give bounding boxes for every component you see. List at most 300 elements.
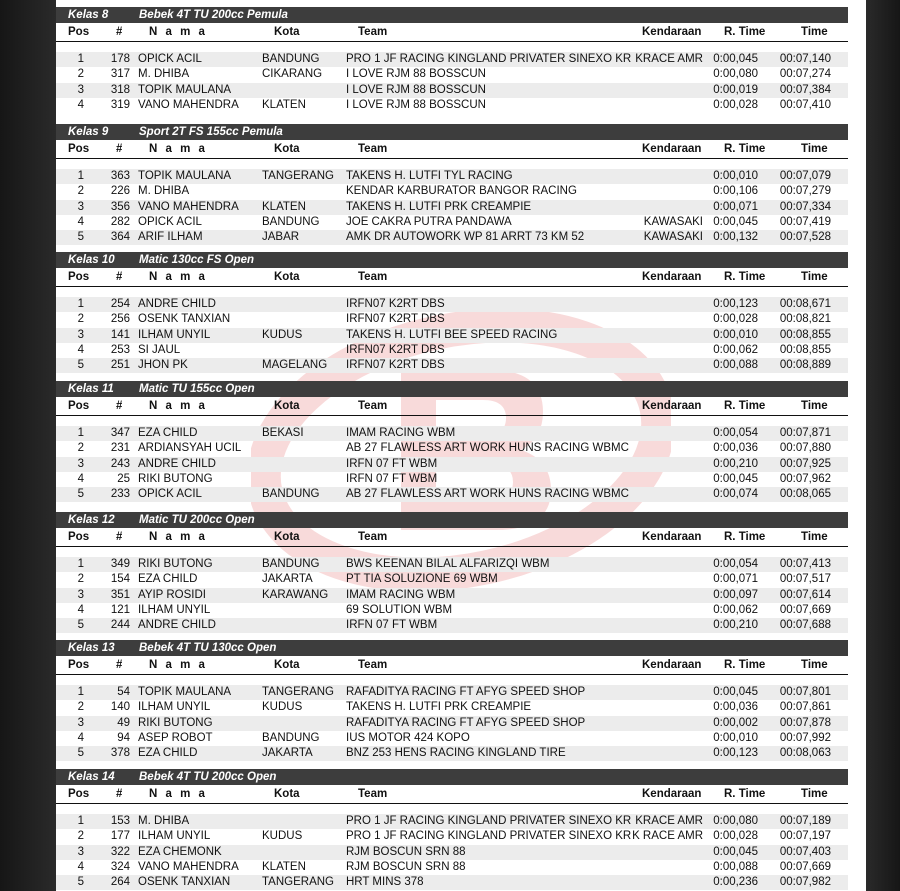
cell-rtime: 0:00,036 <box>713 701 758 714</box>
result-rows <box>56 169 848 245</box>
table-row <box>56 230 848 245</box>
class-number: Kelas 8 <box>68 9 109 21</box>
cell-number: 140 <box>110 701 130 714</box>
cell-rtime: 0:00,002 <box>713 716 758 729</box>
cell-pos: 3 <box>77 200 84 213</box>
cell-time: 00:07,403 <box>779 845 831 858</box>
result-rows <box>56 557 848 633</box>
cell-nama: VANO MAHENDRA <box>138 860 239 873</box>
cell-pos: 2 <box>77 573 84 586</box>
cell-pos: 1 <box>77 53 84 65</box>
cell-time: 00:07,688 <box>779 619 831 632</box>
cell-number: 251 <box>110 359 130 372</box>
column-headers <box>56 398 848 415</box>
table-row <box>56 457 848 472</box>
cell-rtime: 0:00,028 <box>713 98 758 111</box>
cell-pos: 2 <box>77 830 84 843</box>
table-row <box>56 328 848 343</box>
cell-pos: 1 <box>77 170 84 182</box>
table-row <box>56 200 848 215</box>
cell-number: 254 <box>110 298 130 310</box>
cell-nama: OPICK ACIL <box>138 215 202 228</box>
cell-time: 00:08,821 <box>779 313 831 326</box>
cell-rtime: 0:00,062 <box>713 343 758 356</box>
cell-pos: 3 <box>77 716 84 729</box>
class-header-bar <box>56 512 848 528</box>
cell-number: 318 <box>110 83 130 96</box>
col-kota-header: Kota <box>274 271 300 283</box>
cell-team: JOE CAKRA PUTRA PANDAWA <box>346 215 512 228</box>
class-name: Bebek 4T TU 200cc Pemula <box>139 9 288 21</box>
cell-number: 253 <box>110 343 130 356</box>
cell-pos: 1 <box>77 686 84 698</box>
cell-rtime: 0:00,036 <box>713 442 758 455</box>
table-row <box>56 618 848 633</box>
col-kendaraan-header: Kendaraan <box>642 531 702 543</box>
cell-pos: 2 <box>77 313 84 326</box>
cell-rtime: 0:00,054 <box>713 427 758 439</box>
table-row <box>56 67 848 82</box>
col-nama-header: N a m a <box>149 271 208 283</box>
cell-pos: 5 <box>77 359 84 372</box>
cell-kota: TANGERANG <box>262 170 334 182</box>
cell-number: 256 <box>110 313 130 326</box>
col-time-header: Time <box>801 659 828 671</box>
class-header-bar <box>56 769 848 785</box>
cell-rtime: 0:00,045 <box>713 215 758 228</box>
cell-rtime: 0:00,080 <box>713 815 758 827</box>
cell-time: 00:07,410 <box>779 98 831 111</box>
col-kota-header: Kota <box>274 659 300 671</box>
cell-team: IUS MOTOR 424 KOPO <box>346 731 470 744</box>
cell-rtime: 0:00,106 <box>713 185 758 198</box>
cell-time: 00:07,871 <box>779 427 831 439</box>
cell-team: TAKENS H. LUTFI TYL RACING <box>346 170 513 182</box>
col-nama-header: N a m a <box>149 531 208 543</box>
cell-nama: JHON PK <box>138 359 188 372</box>
cell-number: 244 <box>110 619 130 632</box>
cell-kota: BEKASI <box>262 427 304 439</box>
class-name: Matic TU 155cc Open <box>139 383 255 395</box>
cell-number: 347 <box>110 427 130 439</box>
cell-team: BWS KEENAN BILAL ALFARIZQI WBM <box>346 558 550 570</box>
table-row <box>56 860 848 875</box>
cell-number: 351 <box>110 588 130 601</box>
cell-time: 00:07,279 <box>779 185 831 198</box>
cell-number: 154 <box>110 573 130 586</box>
cell-team: BNZ 253 HENS RACING KINGLAND TIRE <box>346 747 566 760</box>
col-time-header: Time <box>801 400 828 412</box>
cell-time: 00:07,801 <box>779 686 831 698</box>
cell-time: 00:08,065 <box>779 488 831 501</box>
col-team-header: Team <box>358 271 388 283</box>
cell-pos: 1 <box>77 427 84 439</box>
cell-kota: KLATEN <box>262 860 306 873</box>
cell-kota: KUDUS <box>262 701 303 714</box>
cell-time: 00:07,419 <box>779 215 831 228</box>
table-row <box>56 572 848 587</box>
col-number-header: # <box>116 26 123 38</box>
cell-team: 69 SOLUTION WBM <box>346 603 453 616</box>
cell-rtime: 0:00,028 <box>713 313 758 326</box>
cell-pos: 5 <box>77 747 84 760</box>
cell-team: TAKENS H. LUTFI BEE SPEED RACING <box>346 328 558 341</box>
cell-time: 00:07,878 <box>779 716 831 729</box>
table-row <box>56 169 848 184</box>
col-team-header: Team <box>358 143 388 155</box>
table-row <box>56 603 848 618</box>
cell-kendaraan: KAWASAKI <box>643 215 703 228</box>
cell-kendaraan: K RACE AMR <box>632 830 703 843</box>
class-name: Sport 2T FS 155cc Pemula <box>139 126 283 138</box>
col-number-header: # <box>116 143 123 155</box>
col-nama-header: N a m a <box>149 659 208 671</box>
cell-nama: EZA CHILD <box>138 573 198 586</box>
header-divider <box>56 674 848 675</box>
cell-pos: 2 <box>77 68 84 81</box>
col-rtime-header: R. Time <box>724 788 766 800</box>
cell-pos: 5 <box>77 231 84 244</box>
cell-rtime: 0:00,088 <box>713 860 758 873</box>
cell-rtime: 0:00,010 <box>713 170 758 182</box>
class-number: Kelas 11 <box>68 383 114 395</box>
cell-rtime: 0:00,088 <box>713 359 758 372</box>
cell-rtime: 0:00,210 <box>713 457 758 470</box>
cell-number: 177 <box>110 830 130 843</box>
col-nama-header: N a m a <box>149 788 208 800</box>
cell-kota: KUDUS <box>262 328 303 341</box>
cell-time: 00:07,140 <box>779 53 831 65</box>
cell-nama: M. DHIBA <box>138 185 190 198</box>
cell-rtime: 0:00,045 <box>713 472 758 485</box>
table-row <box>56 312 848 327</box>
cell-kota: JABAR <box>262 231 300 244</box>
cell-nama: ILHAM UNYIL <box>138 701 211 714</box>
cell-team: IMAM RACING WBM <box>346 427 456 439</box>
col-team-header: Team <box>358 788 388 800</box>
cell-rtime: 0:00,028 <box>713 830 758 843</box>
header-divider <box>56 415 848 416</box>
table-row <box>56 83 848 98</box>
table-row <box>56 343 848 358</box>
cell-team: TAKENS H. LUTFI PRK CREAMPIE <box>346 701 532 714</box>
col-rtime-header: R. Time <box>724 271 766 283</box>
cell-team: RJM BOSCUN SRN 88 <box>346 845 466 858</box>
class-number: Kelas 13 <box>68 642 115 654</box>
cell-pos: 4 <box>77 472 84 485</box>
class-header-bar <box>56 381 848 397</box>
table-row <box>56 215 848 230</box>
col-pos-header: Pos <box>68 788 90 800</box>
cell-nama: EZA CHILD <box>138 747 198 760</box>
result-rows <box>56 52 848 113</box>
cell-time: 00:07,962 <box>779 472 831 485</box>
col-number-header: # <box>116 788 123 800</box>
cell-kota: MAGELANG <box>262 359 328 372</box>
col-kendaraan-header: Kendaraan <box>642 659 702 671</box>
cell-nama: TOPIK MAULANA <box>138 686 232 698</box>
cell-time: 00:08,671 <box>779 298 831 310</box>
col-team-header: Team <box>358 531 388 543</box>
header-divider <box>56 286 848 287</box>
cell-nama: OPICK ACIL <box>138 488 202 501</box>
cell-nama: RIKI BUTONG <box>138 716 213 729</box>
table-row <box>56 426 848 441</box>
cell-kota: BANDUNG <box>262 558 320 570</box>
cell-number: 233 <box>110 488 130 501</box>
cell-pos: 4 <box>77 98 84 111</box>
results-sheet <box>56 0 866 891</box>
cell-pos: 3 <box>77 328 84 341</box>
cell-nama: TOPIK MAULANA <box>138 83 232 96</box>
cell-time: 00:07,528 <box>779 231 831 244</box>
col-team-header: Team <box>358 659 388 671</box>
cell-number: 153 <box>110 815 130 827</box>
col-time-header: Time <box>801 788 828 800</box>
table-row <box>56 746 848 761</box>
cell-time: 00:08,855 <box>779 328 831 341</box>
cell-time: 00:07,614 <box>779 588 831 601</box>
table-row <box>56 700 848 715</box>
cell-number: 364 <box>110 231 130 244</box>
cell-team: PRO 1 JF RACING KINGLAND PRIVATER SINEXO KR <box>346 815 632 827</box>
cell-pos: 4 <box>77 603 84 616</box>
cell-nama: M. DHIBA <box>138 68 190 81</box>
cell-team: AMK DR AUTOWORK WP 81 ARRT 73 KM 52 <box>346 231 585 244</box>
cell-number: 141 <box>110 328 130 341</box>
cell-nama: RIKI BUTONG <box>138 472 213 485</box>
col-time-header: Time <box>801 26 828 38</box>
column-headers <box>56 786 848 803</box>
cell-pos: 4 <box>77 215 84 228</box>
cell-rtime: 0:00,054 <box>713 558 758 570</box>
col-number-header: # <box>116 271 123 283</box>
cell-rtime: 0:00,045 <box>713 53 758 65</box>
cell-nama: ARDIANSYAH UCIL <box>138 442 242 455</box>
cell-time: 00:08,855 <box>779 343 831 356</box>
col-rtime-header: R. Time <box>724 400 766 412</box>
cell-time: 00:07,189 <box>779 815 831 827</box>
cell-time: 00:07,925 <box>779 457 831 470</box>
table-row <box>56 52 848 67</box>
cell-number: 243 <box>110 457 130 470</box>
cell-nama: ILHAM UNYIL <box>138 830 211 843</box>
cell-number: 349 <box>110 558 130 570</box>
col-time-header: Time <box>801 143 828 155</box>
cell-kota: BANDUNG <box>262 215 320 228</box>
cell-kota: KARAWANG <box>262 588 329 601</box>
column-headers <box>56 269 848 286</box>
cell-pos: 1 <box>77 558 84 570</box>
cell-nama: ANDRE CHILD <box>138 619 216 632</box>
cell-time: 00:07,079 <box>779 170 831 182</box>
cell-number: 317 <box>110 68 130 81</box>
col-kota-header: Kota <box>274 26 300 38</box>
cell-time: 00:07,197 <box>779 830 831 843</box>
class-header-bar <box>56 7 848 23</box>
cell-kota: JAKARTA <box>262 747 313 760</box>
column-headers <box>56 657 848 674</box>
cell-pos: 3 <box>77 457 84 470</box>
col-team-header: Team <box>358 400 388 412</box>
col-kota-header: Kota <box>274 143 300 155</box>
cell-kendaraan: KRACE AMR <box>635 53 703 65</box>
cell-time: 00:07,517 <box>779 573 831 586</box>
cell-number: 264 <box>110 876 130 889</box>
table-row <box>56 814 848 829</box>
col-team-header: Team <box>358 26 388 38</box>
col-kota-header: Kota <box>274 400 300 412</box>
col-pos-header: Pos <box>68 531 90 543</box>
cell-number: 231 <box>110 442 130 455</box>
cell-time: 00:07,669 <box>779 860 831 873</box>
class-name: Bebek 4T TU 130cc Open <box>139 642 277 654</box>
class-name: Matic 130cc FS Open <box>139 254 255 266</box>
cell-pos: 2 <box>77 701 84 714</box>
cell-pos: 3 <box>77 83 84 96</box>
cell-time: 00:07,880 <box>779 442 831 455</box>
table-row <box>56 98 848 113</box>
col-number-header: # <box>116 531 123 543</box>
table-row <box>56 441 848 456</box>
cell-number: 319 <box>110 98 130 111</box>
col-time-header: Time <box>801 531 828 543</box>
cell-pos: 5 <box>77 488 84 501</box>
cell-rtime: 0:00,236 <box>713 876 758 889</box>
table-row <box>56 875 848 890</box>
column-headers <box>56 529 848 546</box>
cell-number: 282 <box>110 215 130 228</box>
cell-team: KENDAR KARBURATOR BANGOR RACING <box>346 185 577 198</box>
cell-number: 54 <box>117 686 130 698</box>
cell-nama: EZA CHILD <box>138 427 198 439</box>
cell-number: 121 <box>110 603 130 616</box>
cell-nama: ANDRE CHILD <box>138 298 216 310</box>
cell-rtime: 0:00,010 <box>713 328 758 341</box>
col-pos-header: Pos <box>68 400 90 412</box>
table-row <box>56 731 848 746</box>
cell-rtime: 0:00,210 <box>713 619 758 632</box>
col-kota-header: Kota <box>274 531 300 543</box>
cell-team: IRFN07 K2RT DBS <box>346 313 445 326</box>
cell-pos: 3 <box>77 588 84 601</box>
cell-rtime: 0:00,045 <box>713 686 758 698</box>
cell-nama: SI JAUL <box>138 343 181 356</box>
cell-kendaraan: KRACE AMR <box>635 815 703 827</box>
cell-rtime: 0:00,019 <box>713 83 758 96</box>
cell-number: 356 <box>110 200 130 213</box>
cell-team: AB 27 FLAWLESS ART WORK HUNS RACING WBMC <box>346 442 629 455</box>
cell-number: 94 <box>117 731 130 744</box>
table-row <box>56 829 848 844</box>
table-row <box>56 184 848 199</box>
cell-team: AB 27 FLAWLESS ART WORK HUNS RACING WBMC <box>346 488 629 501</box>
col-pos-header: Pos <box>68 26 90 38</box>
cell-rtime: 0:00,071 <box>713 200 758 213</box>
cell-nama: OPICK ACIL <box>138 53 202 65</box>
cell-time: 00:07,669 <box>779 603 831 616</box>
cell-nama: TOPIK MAULANA <box>138 170 232 182</box>
col-time-header: Time <box>801 271 828 283</box>
cell-rtime: 0:00,062 <box>713 603 758 616</box>
class-name: Matic TU 200cc Open <box>139 514 255 526</box>
cell-time: 00:07,274 <box>779 68 831 81</box>
col-kendaraan-header: Kendaraan <box>642 788 702 800</box>
cell-team: IRFN07 K2RT DBS <box>346 359 445 372</box>
table-row <box>56 472 848 487</box>
cell-kota: KLATEN <box>262 200 306 213</box>
cell-team: I LOVE RJM 88 BOSSCUN <box>346 98 486 111</box>
cell-team: RAFADITYA RACING FT AFYG SPEED SHOP <box>346 686 586 698</box>
class-number: Kelas 12 <box>68 514 115 526</box>
cell-kota: TANGERANG <box>262 686 334 698</box>
cell-nama: OSENK TANXIAN <box>138 876 231 889</box>
left-margin <box>0 0 56 891</box>
cell-rtime: 0:00,071 <box>713 573 758 586</box>
cell-nama: ASEP ROBOT <box>138 731 213 744</box>
cell-team: IRFN 07 FT WBM <box>346 619 438 632</box>
cell-rtime: 0:00,080 <box>713 68 758 81</box>
cell-rtime: 0:00,132 <box>713 231 758 244</box>
col-pos-header: Pos <box>68 143 90 155</box>
col-kendaraan-header: Kendaraan <box>642 400 702 412</box>
table-row <box>56 557 848 572</box>
cell-time: 00:07,384 <box>779 83 831 96</box>
col-kota-header: Kota <box>274 788 300 800</box>
cell-pos: 1 <box>77 298 84 310</box>
result-rows <box>56 426 848 502</box>
cell-team: IRFN07 K2RT DBS <box>346 298 445 310</box>
result-rows <box>56 814 848 890</box>
header-divider <box>56 546 848 547</box>
cell-team: IRFN 07 FT WBM <box>346 472 438 485</box>
cell-team: IMAM RACING WBM <box>346 588 456 601</box>
cell-team: TAKENS H. LUTFI PRK CREAMPIE <box>346 200 532 213</box>
cell-nama: M. DHIBA <box>138 815 190 827</box>
table-row <box>56 845 848 860</box>
cell-rtime: 0:00,097 <box>713 588 758 601</box>
header-divider <box>56 41 848 42</box>
cell-team: PRO 1 JF RACING KINGLAND PRIVATER SINEXO KR <box>346 53 632 65</box>
cell-team: HRT MINS 378 <box>346 876 424 889</box>
cell-pos: 5 <box>77 619 84 632</box>
class-number: Kelas 9 <box>68 126 109 138</box>
cell-nama: EZA CHEMONK <box>138 845 222 858</box>
col-kendaraan-header: Kendaraan <box>642 143 702 155</box>
class-name: Bebek 4T TU 200cc Open <box>139 771 277 783</box>
col-nama-header: N a m a <box>149 400 208 412</box>
header-divider <box>56 803 848 804</box>
col-pos-header: Pos <box>68 659 90 671</box>
cell-time: 00:07,861 <box>779 701 831 714</box>
table-row <box>56 685 848 700</box>
cell-kota: BANDUNG <box>262 53 320 65</box>
cell-number: 324 <box>110 860 130 873</box>
col-rtime-header: R. Time <box>724 143 766 155</box>
cell-pos: 2 <box>77 185 84 198</box>
cell-nama: ARIF ILHAM <box>138 231 203 244</box>
column-headers <box>56 141 848 158</box>
col-number-header: # <box>116 659 123 671</box>
cell-nama: ILHAM UNYIL <box>138 603 211 616</box>
cell-time: 00:07,413 <box>779 558 831 570</box>
cell-pos: 4 <box>77 731 84 744</box>
cell-time: 00:07,982 <box>779 876 831 889</box>
result-rows <box>56 297 848 373</box>
cell-team: IRFN 07 FT WBM <box>346 457 438 470</box>
cell-kota: KLATEN <box>262 98 306 111</box>
class-header-bar <box>56 124 848 140</box>
